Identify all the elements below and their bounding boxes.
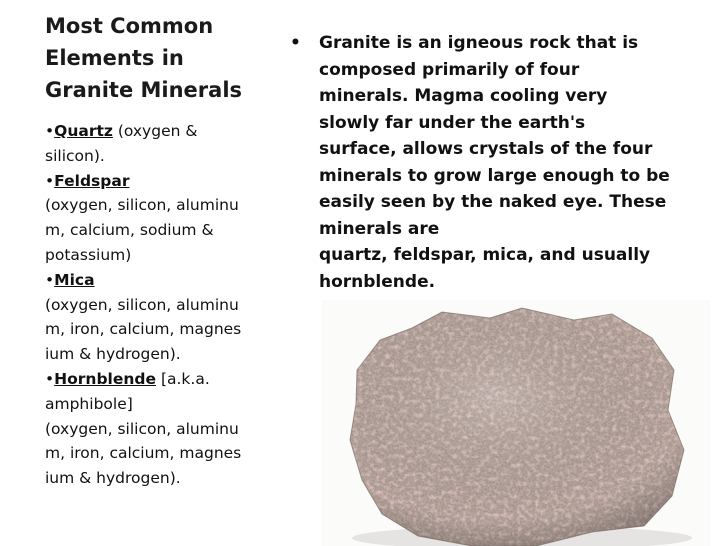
mineral-name-quartz: Quartz [54, 122, 113, 140]
bullet-icon: • [45, 122, 55, 140]
description-line: Granite is an igneous rock that is [319, 33, 639, 53]
description-line: minerals are [319, 218, 440, 239]
mineral-line [45, 367, 277, 392]
mineral-list [45, 119, 277, 491]
mineral-line: m, iron, calcium, magnes [45, 320, 242, 339]
mineral-line: ium & hydrogen). [45, 469, 181, 488]
bullet-icon: • [45, 171, 55, 190]
description-line: hornblende. [319, 271, 436, 292]
mineral-elements: (oxygen & [112, 122, 198, 140]
mineral-line [45, 268, 277, 293]
description-paragraph [319, 30, 719, 295]
description-line: minerals. Magma cooling very [319, 86, 608, 106]
mineral-entry-quartz [45, 119, 277, 169]
mineral-line: (oxygen, silicon, aluminu [45, 295, 239, 314]
mineral-line [45, 119, 277, 144]
description-line: composed primarily of four [319, 59, 580, 80]
mineral-line: silicon). [45, 146, 105, 165]
mineral-line: (oxygen, silicon, aluminu [45, 419, 239, 438]
mineral-line: ium & hydrogen). [45, 345, 181, 364]
mineral-name-mica: Mica [54, 270, 95, 289]
bullet-icon: • [290, 33, 301, 53]
description-line: easily seen by the naked eye. These [319, 192, 667, 212]
mineral-entry-mica [45, 268, 277, 367]
mineral-line: m, calcium, sodium & [45, 221, 214, 240]
bullet-icon: • [45, 369, 55, 388]
mineral-line: potassium) [45, 245, 132, 264]
description-line: slowly far under the earth's [319, 112, 586, 133]
description-line: surface, allows crystals of the four [319, 139, 653, 159]
bullet-icon: • [45, 270, 55, 289]
mineral-name-feldspar: Feldspar [54, 171, 130, 190]
mineral-aka: [a.k.a. [156, 369, 210, 388]
title-line-2: Elements in [45, 46, 184, 70]
mineral-line: m, iron, calcium, magnes [45, 444, 242, 463]
description-line: quartz, feldspar, mica, and usually [319, 245, 651, 265]
slide-title [45, 10, 275, 106]
mineral-line: amphibole] [45, 394, 133, 413]
mineral-entry-feldspar [45, 169, 277, 268]
mineral-entry-hornblende [45, 367, 277, 491]
mineral-name-hornblende: Hornblende [54, 369, 157, 388]
title-line-1: Most Common [45, 14, 214, 38]
granite-photo [322, 300, 710, 546]
granite-rock-image [322, 300, 710, 546]
title-line-3: Granite Minerals [45, 78, 243, 102]
mineral-line [45, 169, 277, 194]
mineral-line: (oxygen, silicon, aluminu [45, 196, 239, 215]
description-line: minerals to grow large enough to be [319, 165, 670, 186]
